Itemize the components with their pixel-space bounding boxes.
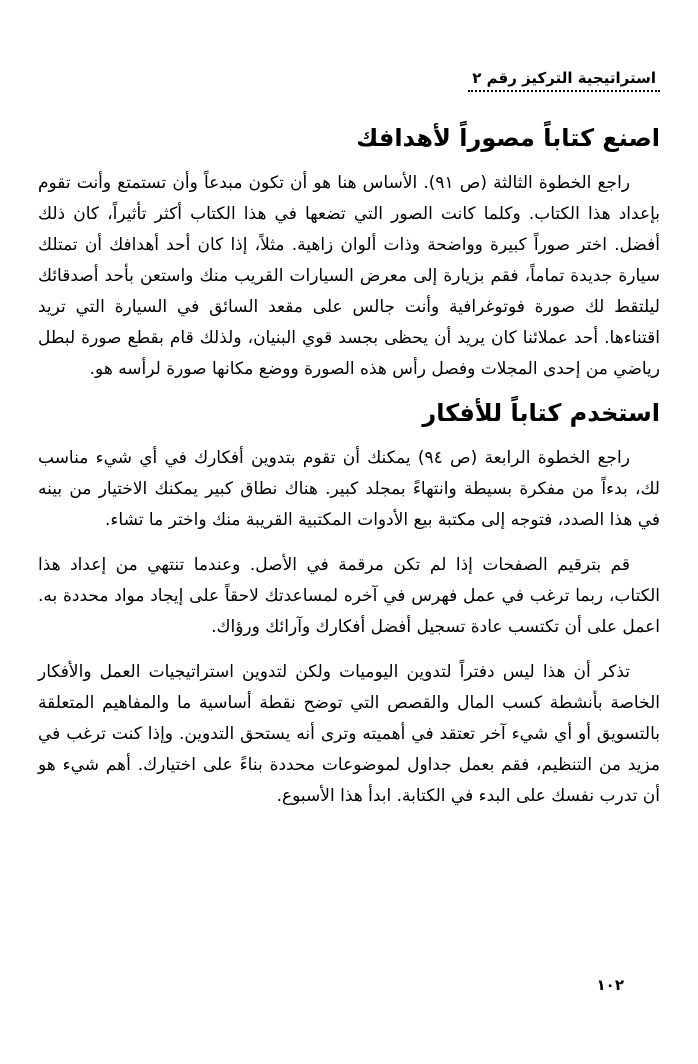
page-content <box>38 0 660 826</box>
section-heading-picture-book: اصنع كتاباً مصوراً لأهدافك <box>356 124 660 152</box>
body-paragraph: قم بترقيم الصفحات إذا لم تكن مرقمة في الأصل. وعندما تنتهي من إعداد هذا الكتاب، ربما ترغب في عمل فهرس في آخره لمساعدتك لاحقاً على إيجاد مواد محددة به. اعمل على أن تكتسب عادة تسجيل أفضل أفكارك وآرائك ورؤاك. <box>38 555 660 637</box>
running-header: استراتيجية التركيز رقم ٢ <box>468 69 660 92</box>
section-heading-ideas-book: استخدم كتاباً للأفكار <box>422 399 660 427</box>
body-paragraph: راجع الخطوة الرابعة (ص ٩٤) يمكنك أن تقوم بتدوين أفكارك في أي شيء مناسب لك، بدءاً من مفكرة بسيطة وانتهاءً بمجلد كبير. هناك نطاق كبير يمكنك الاختيار من بينه في هذا الصدد، فتوجه إلى مكتبة بيع الأدوات المكتبية القريبة منك واختر ما تشاء. <box>38 448 660 530</box>
body-paragraph: تذكر أن هذا ليس دفتراً لتدوين اليوميات ولكن لتدوين استراتيجيات العمل والأفكار الخاصة بأنشطة كسب المال والقصص التي توضح نقطة أساسية ما والمفاهيم المتعلقة بالتسويق أو أي شيء آخر تعتقد في أهميته وترى أنه يستحق التدوين. وإذا كنت ترغب في مزيد من التنظيم، فقم بعمل جداول لموضوعات محددة بناءً على اختيارك. أهم شيء هو أن تدرب نفسك على البدء في الكتابة. ابدأ هذا الأسبوع. <box>38 662 660 806</box>
running-head-container <box>38 68 660 92</box>
body-paragraph: راجع الخطوة الثالثة (ص ٩١). الأساس هنا هو أن تكون مبدعاً وأن تستمتع وأنت تقوم بإعداد هذا الكتاب. وكلما كانت الصور التي تضعها في هذا الكتاب أكثر تأثيراً، كان ذلك أفضل. اختر صوراً كبيرة وواضحة وذات ألوان زاهية. مثلاً، إذا كان أحد أهدافك أن تمتلك سيارة جديدة تماماً، فقم بزيارة إلى معرض السيارات القريب منك واستعن بأحد أصدقائك ليلتقط لك صورة فوتوغرافية وأنت جالس على مقعد السائق في السيارة التي تريد اقتناءها. أحد عملائنا كان يريد أن يحظى بجسد قوي البنيان، ولذلك قام بقطع صورة لبطل رياضي من إحدى المجلات وفصل رأس هذه الصورة ووضع مكانها صورة لرأسه هو. <box>38 173 660 379</box>
page-number: ١٠٢ <box>596 976 624 994</box>
